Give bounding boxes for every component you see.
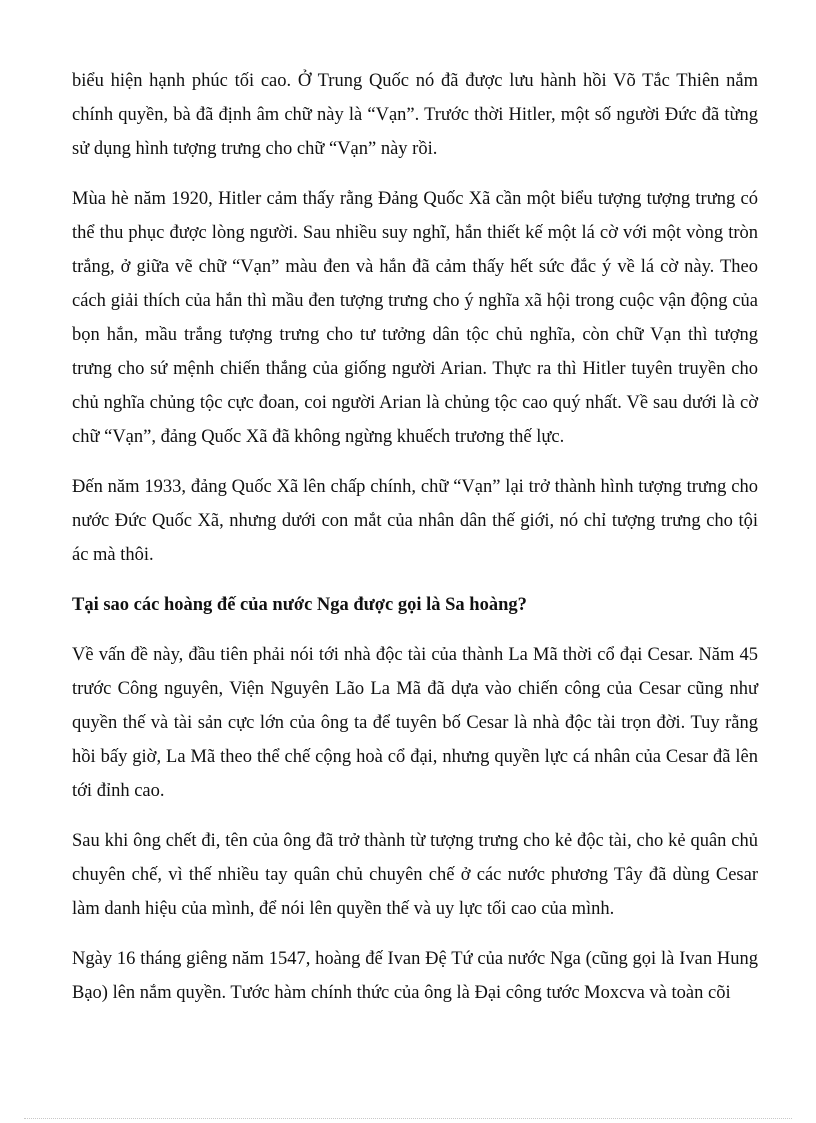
paragraph-2: Mùa hè năm 1920, Hitler cảm thấy rằng Đảng Quốc Xã cần một biểu tượng tượng trưng có thể thu phục được lòng người. Sau nhiều suy nghĩ, hắn thiết kế một lá cờ với một vòng tròn trắng, ở giữa vẽ chữ “Vạn” màu đen và hắn đã cảm thấy hết sức đắc ý về lá cờ này. Theo cách giải thích của hắn thì mầu đen tượng trưng cho ý nghĩa xã hội trong cuộc vận động của bọn hắn, mầu trắng tượng trưng cho tư tưởng dân tộc chủ nghĩa, còn chữ Vạn thì tượng trưng cho sứ mệnh chiến thắng của giống người Arian. Thực ra thì Hitler tuyên truyền cho chủ nghĩa chủng tộc cực đoan, coi người Arian là chủng tộc cao quý nhất. Về sau dưới là cờ chữ “Vạn”, đảng Quốc Xã đã không ngừng khuếch trương thế lực.	[72, 189, 758, 447]
paragraph-4: Về vấn đề này, đầu tiên phải nói tới nhà độc tài của thành La Mã thời cổ đại Cesar. Năm 45 trước Công nguyên, Viện Nguyên Lão La Mã đã dựa vào chiến công của Cesar cũng như quyền thế và tài sản cực lớn của ông ta để tuyên bố Cesar là nhà độc tài trọn đời. Tuy rằng hồi bấy giờ, La Mã theo thể chế cộng hoà cổ đại, nhưng quyền lực cá nhân của Cesar đã lên tới đỉnh cao.	[72, 645, 758, 801]
paragraph-6: Ngày 16 tháng giêng năm 1547, hoàng đế Ivan Đệ Tứ của nước Nga (cũng gọi là Ivan Hung Bạo) lên nắm quyền. Tước hàm chính thức của ông là Đại công tước Moxcva và toàn cõi	[72, 949, 758, 1003]
paragraph-3: Đến năm 1933, đảng Quốc Xã lên chấp chính, chữ “Vạn” lại trở thành hình tượng trưng cho nước Đức Quốc Xã, nhưng dưới con mắt của nhân dân thế giới, nó chỉ tượng trưng cho tội ác mà thôi.	[72, 477, 758, 565]
paragraph-5: Sau khi ông chết đi, tên của ông đã trở thành từ tượng trưng cho kẻ độc tài, cho kẻ quân chủ chuyên chế, vì thế nhiều tay quân chủ chuyên chế ở các nước phương Tây đã dùng Cesar làm danh hiệu của mình, để nói lên quyền thế và uy lực tối cao của mình.	[72, 831, 758, 919]
section-heading: Tại sao các hoàng đế của nước Nga được gọi là Sa hoàng?	[72, 595, 527, 615]
paragraph-1: biểu hiện hạnh phúc tối cao. Ở Trung Quốc nó đã được lưu hành hồi Võ Tắc Thiên nắm chính quyền, bà đã định âm chữ này là “Vạn”. Trước thời Hitler, một số người Đức đã từng sử dụng hình tượng trưng cho chữ “Vạn” này rồi.	[72, 71, 758, 159]
page-bottom-divider	[24, 1118, 792, 1119]
